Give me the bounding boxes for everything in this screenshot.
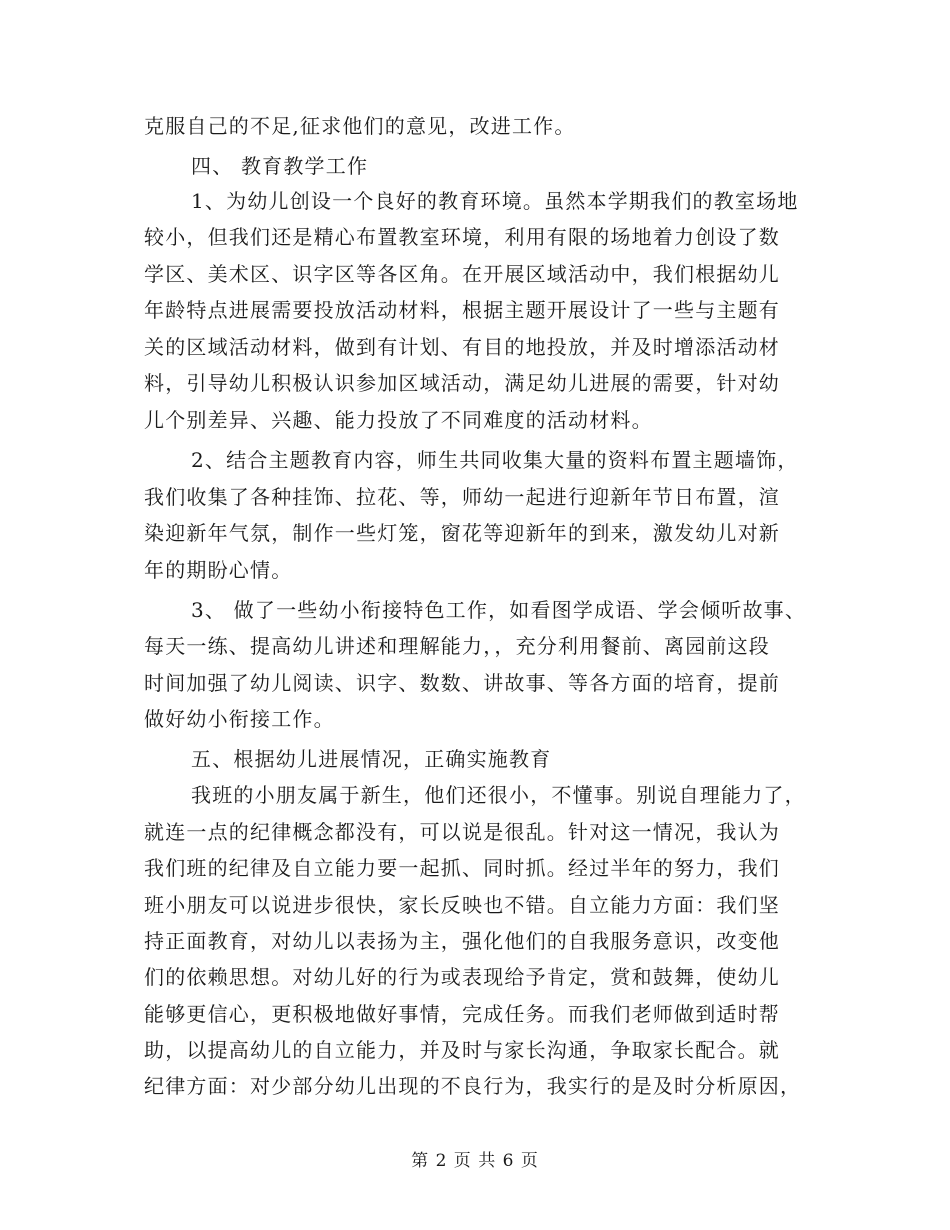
paragraph-line: 我班的小朋友属于新生，他们还很小，不懂事。别说自理能力了， xyxy=(191,783,806,807)
page-number-footer: 第 2 页 共 6 页 xyxy=(411,1151,539,1171)
paragraph-line: 儿个别差异、兴趣、能力投放了不同难度的活动材料。 xyxy=(144,408,653,432)
paragraph-line: 助，以提高幼儿的自立能力，并及时与家长沟通，争取家长配合。就 xyxy=(144,1038,780,1062)
section-heading: 五、根据幼儿进展情况，正确实施教育 xyxy=(191,747,552,771)
paragraph-line: 能够更信心，更积极地做好事情，完成任务。而我们老师做到适时帮 xyxy=(144,1002,780,1026)
paragraph-line: 纪律方面：对少部分幼儿出现的不良行为，我实行的是及时分析原因， xyxy=(144,1074,802,1098)
paragraph-line: 做好幼小衔接工作。 xyxy=(144,707,335,731)
paragraph-line: 班小朋友可以说进步很快，家长反映也不错。自立能力方面：我们坚 xyxy=(144,893,780,917)
paragraph-line: 染迎新年气氛，制作一些灯笼，窗花等迎新年的到来，激发幼儿对新 xyxy=(144,521,780,545)
paragraph-line: 料，引导幼儿积极认识参加区域活动，满足幼儿进展的需要，针对幼 xyxy=(144,371,780,395)
paragraph-line: 较小，但我们还是精心布置教室环境，利用有限的场地着力创设了数 xyxy=(144,225,780,249)
paragraph-line: 年的期盼心情。 xyxy=(144,558,293,582)
paragraph-line: 年龄特点进展需要投放活动材料，根据主题开展设计了一些与主题有 xyxy=(144,298,780,322)
paragraph-line: 学区、美术区、识字区等各区角。在开展区域活动中，我们根据幼儿 xyxy=(144,262,780,286)
paragraph-line: 就连一点的纪律概念都没有，可以说是很乱。针对这一情况，我认为 xyxy=(144,820,780,844)
paragraph-line: 持正面教育，对幼儿以表扬为主，强化他们的自我服务意识，改变他 xyxy=(144,929,780,953)
paragraph-line: 1、为幼儿创设一个良好的教育环境。虽然本学期我们的教室场地 xyxy=(191,189,799,213)
paragraph-line: 克服自己的不足,征求他们的意见，改进工作。 xyxy=(144,114,576,138)
paragraph-line: 每天一练、提高幼儿讲述和理解能力，，充分利用餐前、离园前这段 xyxy=(144,634,770,658)
paragraph-line: 们的依赖思想。对幼儿好的行为或表现给予肯定，赏和鼓舞，使幼儿 xyxy=(144,965,780,989)
paragraph-line: 我们班的纪律及自立能力要一起抓、同时抓。经过半年的努力，我们 xyxy=(144,856,780,880)
paragraph-line: 3、 做了一些幼小衔接特色工作，如看图学成语、学会倾听故事、 xyxy=(191,598,807,622)
paragraph-line: 关的区域活动材料，做到有计划、有目的地投放，并及时增添活动材 xyxy=(144,335,780,359)
paragraph-line: 我们收集了各种挂饰、拉花、等，师幼一起进行迎新年节日布置，渲 xyxy=(144,485,780,509)
section-heading: 四、 教育教学工作 xyxy=(191,154,369,178)
paragraph-line: 2、结合主题教育内容，师生共同收集大量的资料布置主题墙饰， xyxy=(191,448,799,472)
paragraph-line: 时间加强了幼儿阅读、识字、数数、讲故事、等各方面的培育，提前 xyxy=(144,671,780,695)
